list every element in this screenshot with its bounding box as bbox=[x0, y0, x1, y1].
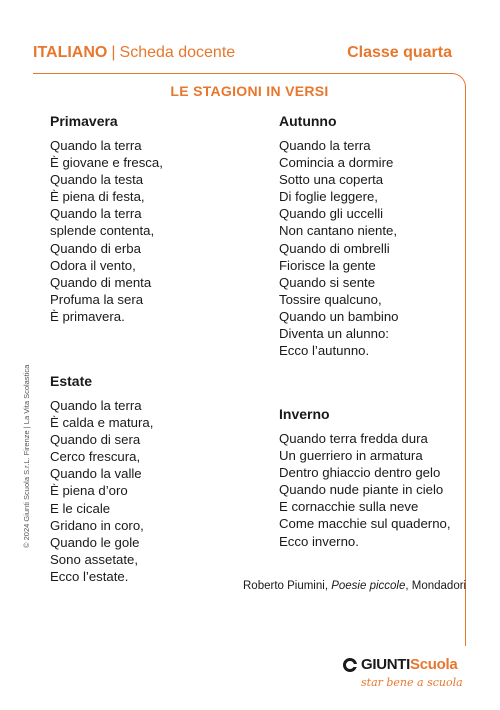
poem-line: E cornacchie sulla neve bbox=[279, 499, 419, 515]
credit-publisher: , Mondadori bbox=[405, 580, 467, 592]
poem-line: Profuma la sera bbox=[50, 291, 144, 307]
logo-tagline: star bene a scuola bbox=[361, 676, 463, 689]
logo-brand bbox=[361, 656, 457, 673]
poem-lines bbox=[279, 137, 399, 359]
poem-lines bbox=[50, 137, 163, 325]
poem-line: Quando la terra bbox=[279, 138, 371, 153]
copyright-text: © 2024 Giunti Scuola S.r.L. Firenze | La Vita Scolastica bbox=[22, 364, 31, 548]
poem-line: Quando di ombrelli bbox=[279, 240, 390, 256]
poem-line: È primavera. bbox=[50, 308, 125, 324]
poem-line: È calda e matura, bbox=[50, 415, 154, 431]
poem-title: Inverno bbox=[279, 406, 330, 422]
poem-line: Di foglie leggere, bbox=[279, 189, 378, 205]
poem-line: Ecco inverno. bbox=[279, 533, 359, 549]
poem-line: Quando le gole bbox=[50, 534, 140, 550]
poem-line: Ecco l’estate. bbox=[50, 568, 129, 584]
grade-label: Classe quarta bbox=[347, 44, 452, 61]
poem-line: Un guerriero in armatura bbox=[279, 448, 423, 464]
poem-title: Primavera bbox=[50, 113, 118, 129]
poem-title: Estate bbox=[50, 373, 93, 389]
poem-line: È giovane e fresca, bbox=[50, 155, 163, 171]
poem-line: Quando di sera bbox=[50, 432, 141, 448]
poem-line: È piena d’oro bbox=[50, 483, 128, 499]
poem-line: Quando gli uccelli bbox=[279, 206, 384, 222]
poem-line: Come macchie sul quaderno, bbox=[279, 516, 451, 532]
logo-brand-part1: GIUNTI bbox=[361, 656, 411, 673]
credit-author: Roberto Piumini, bbox=[243, 580, 329, 592]
poem-lines bbox=[50, 397, 153, 585]
poem-line: Quando la terra bbox=[50, 138, 142, 153]
poem-credit bbox=[243, 580, 466, 592]
poem-line: Dentro ghiaccio dentro gelo bbox=[279, 465, 441, 481]
poem-line: Sotto una coperta bbox=[279, 172, 384, 188]
poem-line: Odora il vento, bbox=[50, 257, 136, 273]
poem-line: Tossire qualcuno, bbox=[279, 291, 382, 307]
header-left bbox=[33, 44, 235, 62]
poem-line: splende contenta, bbox=[50, 223, 155, 239]
poem-lines bbox=[279, 430, 451, 550]
publisher-logo bbox=[343, 656, 463, 696]
poem-line: Quando la terra bbox=[50, 398, 142, 413]
poem-line: E le cicale bbox=[50, 500, 111, 516]
giunti-logo-icon bbox=[343, 658, 357, 672]
poem-line: Quando di menta bbox=[50, 274, 152, 290]
poem-line: Cerco frescura, bbox=[50, 449, 141, 465]
poem-line: È piena di festa, bbox=[50, 189, 145, 205]
poem-line: Non cantano niente, bbox=[279, 223, 398, 239]
credit-book: Poesie piccole bbox=[331, 580, 406, 592]
sheet-label: Scheda docente bbox=[119, 44, 236, 61]
header-separator: | bbox=[111, 44, 116, 61]
poem-primavera bbox=[50, 112, 163, 325]
poem-line: Quando nude piante in cielo bbox=[279, 482, 444, 498]
poem-line: Quando la testa bbox=[50, 172, 144, 188]
poem-line: Diventa un alunno: bbox=[279, 326, 389, 342]
poem-line: Quando terra fredda dura bbox=[279, 431, 428, 446]
page-header bbox=[33, 44, 452, 68]
poem-line: Quando la valle bbox=[50, 466, 142, 482]
poem-line: Sono assetate, bbox=[50, 551, 138, 567]
poem-line: Quando di erba bbox=[50, 240, 141, 256]
poem-line: Comincia a dormire bbox=[279, 155, 394, 171]
poem-line: Ecco l’autunno. bbox=[279, 343, 370, 359]
poem-line: Quando la terra bbox=[50, 206, 142, 222]
poem-inverno bbox=[279, 405, 451, 550]
page-title: LE STAGIONI IN VERSI bbox=[170, 83, 329, 99]
poem-title: Autunno bbox=[279, 113, 337, 129]
poem-autunno bbox=[279, 112, 399, 359]
poem-line: Fiorisce la gente bbox=[279, 257, 376, 273]
logo-brand-part2: Scuola bbox=[410, 656, 458, 673]
poem-line: Quando un bambino bbox=[279, 308, 399, 324]
poem-line: Gridano in coro, bbox=[50, 517, 144, 533]
subject-label: ITALIANO bbox=[33, 44, 108, 61]
poem-estate bbox=[50, 372, 153, 585]
poem-line: Quando si sente bbox=[279, 274, 376, 290]
